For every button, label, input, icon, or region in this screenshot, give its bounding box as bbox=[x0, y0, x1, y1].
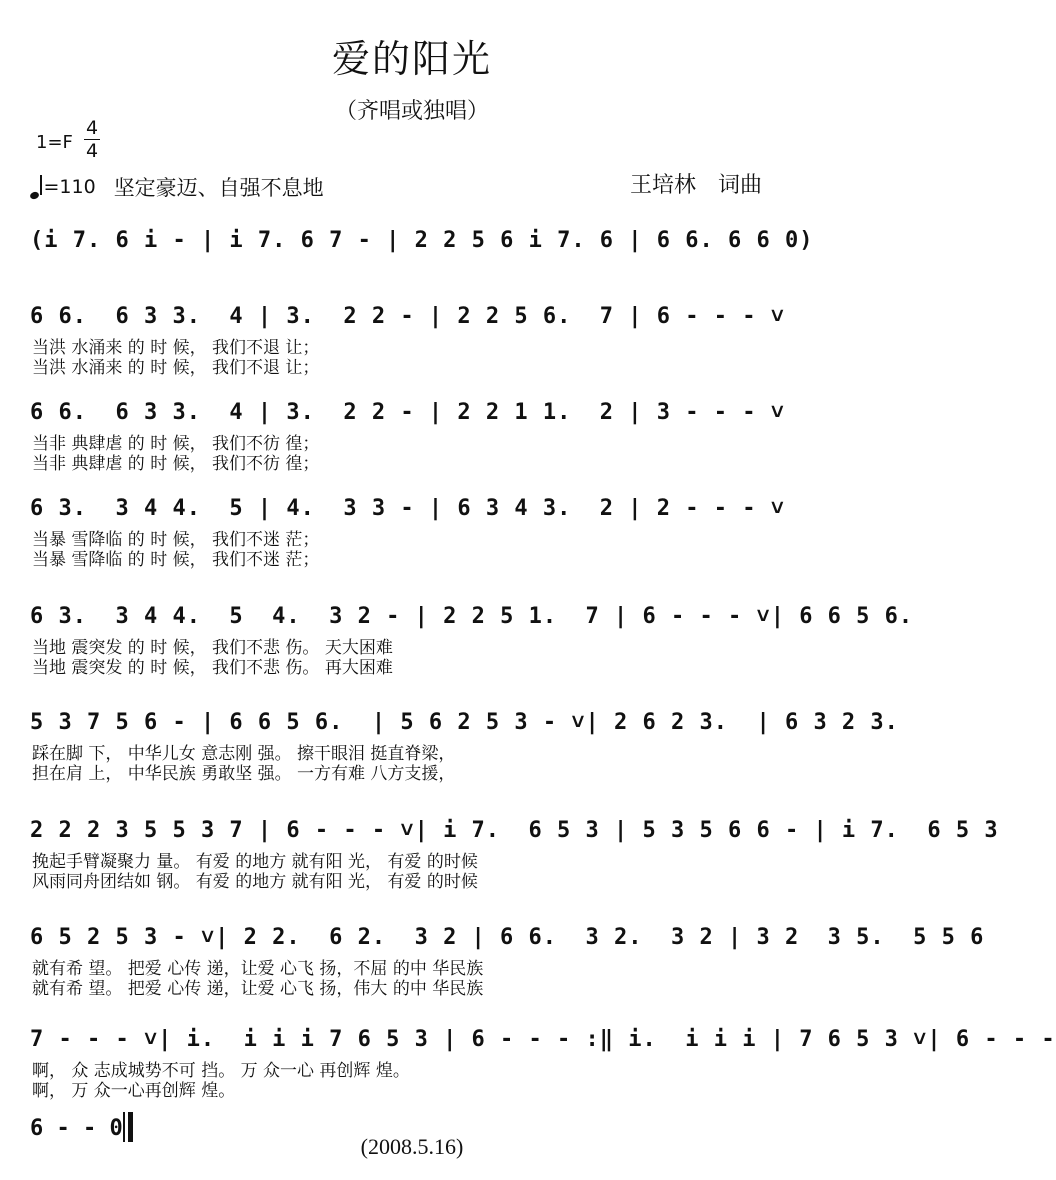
tempo-value: =110 bbox=[43, 176, 96, 198]
time-signature-top: 4 bbox=[85, 117, 99, 139]
time-signature bbox=[82, 118, 102, 161]
tempo-marking bbox=[30, 172, 324, 202]
staff-2-lyrics-2: 当非 典肆虐 的 时 候， 我们不彷 徨； bbox=[32, 454, 320, 474]
quarter-note-icon bbox=[29, 190, 40, 200]
staff-3-music: 6 3. 3 4 4. 5 | 4. 3 3 - | 6 3 4 3. 2 | 2 - - - ˅ bbox=[30, 496, 785, 521]
staff-2-music: 6 6. 6 3 3. 4 | 3. 2 2 - | 2 2 1 1. 2 | 3 - - - ˅ bbox=[30, 400, 785, 425]
staff-7-lyrics-1: 就有希 望。 把爱 心传 递，让爱 心飞 扬，不屈 的中 华民族 bbox=[32, 959, 484, 979]
staff-8-lyrics-2: 啊， 万 众一心再创辉 煌。 bbox=[32, 1081, 236, 1101]
staff-5-music: 5 3 7 5 6 - | 6 6 5 6. | 5 6 2 5 3 - ˅| 2 6 2 3. | 6 3 2 3. bbox=[30, 710, 899, 735]
intro-staff: (i 7. 6 i - | i 7. 6 7 - | 2 2 5 6 i 7. 6 | 6 6. 6 6 0) bbox=[30, 228, 814, 253]
date-stamp: (2008.5.16) bbox=[360, 1134, 464, 1159]
staff-5-lyrics-2: 担在肩 上， 中华民族 勇敢坚 强。 一方有难 八方支援， bbox=[32, 764, 456, 784]
staff-3-lyrics-2: 当暴 雪降临 的 时 候， 我们不迷 茫； bbox=[32, 550, 320, 570]
composer: 王培林 词曲 bbox=[630, 173, 763, 198]
expression-text: 坚定豪迈、自强不息地 bbox=[113, 176, 324, 200]
staff-1-lyrics-2: 当洪 水涌来 的 时 候， 我们不退 让； bbox=[32, 358, 320, 378]
staff-7-lyrics-2: 就有希 望。 把爱 心传 递，让爱 心飞 扬，伟大 的中 华民族 bbox=[32, 979, 484, 999]
ending-staff: 6 - - 0 bbox=[30, 1116, 123, 1141]
staff-7-music: 6 5 2 5 3 - ˅| 2 2. 6 2. 3 2 | 6 6. 3 2. 3 2 | 3 2 3 5. 5 5 6 bbox=[30, 925, 985, 950]
staff-3-lyrics-1: 当暴 雪降临 的 时 候， 我们不迷 茫； bbox=[32, 530, 320, 550]
staff-6-lyrics-2: 风雨同舟团结如 钢。 有爱 的地方 就有阳 光， 有爱 的时候 bbox=[32, 872, 478, 892]
song-title: 爱的阳光 bbox=[331, 37, 492, 81]
staff-1-music: 6 6. 6 3 3. 4 | 3. 2 2 - | 2 2 5 6. 7 | 6 - - - ˅ bbox=[30, 304, 785, 329]
staff-6-lyrics-1: 挽起手臂凝聚力 量。 有爱 的地方 就有阳 光， 有爱 的时候 bbox=[32, 852, 478, 872]
staff-8-music: 7 - - - ˅| i. i i i 7 6 5 3 | 6 - - - :‖ i. i i i | 7 6 5 3 ˅| 6 - - - bbox=[30, 1027, 1056, 1052]
staff-5-lyrics-1: 踩在脚 下， 中华儿女 意志刚 强。 擦干眼泪 挺直脊梁， bbox=[32, 744, 456, 764]
staff-8-lyrics-1: 啊， 众 志成城势不可 挡。 万 众一心 再创辉 煌。 bbox=[32, 1061, 410, 1081]
time-signature-bottom: 4 bbox=[85, 140, 99, 162]
staff-4-music: 6 3. 3 4 4. 5 4. 3 2 - | 2 2 5 1. 7 | 6 - - - ˅| 6 6 5 6. bbox=[30, 604, 914, 629]
staff-4-lyrics-2: 当地 震突发 的 时 候， 我们不悲 伤。 再大困难 bbox=[32, 658, 393, 678]
staff-4-lyrics-1: 当地 震突发 的 时 候， 我们不悲 伤。 天大困难 bbox=[32, 638, 393, 658]
key-signature: 1=F bbox=[36, 132, 73, 153]
staff-6-music: 2 2 2 3 5 5 3 7 | 6 - - - ˅| i 7. 6 5 3 | 5 3 5 6 6 - | i 7. 6 5 3 bbox=[30, 818, 999, 843]
song-subtitle: （齐唱或独唱） bbox=[334, 99, 489, 124]
staff-2-lyrics-1: 当非 典肆虐 的 时 候， 我们不彷 徨； bbox=[32, 434, 320, 454]
staff-1-lyrics-1: 当洪 水涌来 的 时 候， 我们不退 让； bbox=[32, 338, 320, 358]
